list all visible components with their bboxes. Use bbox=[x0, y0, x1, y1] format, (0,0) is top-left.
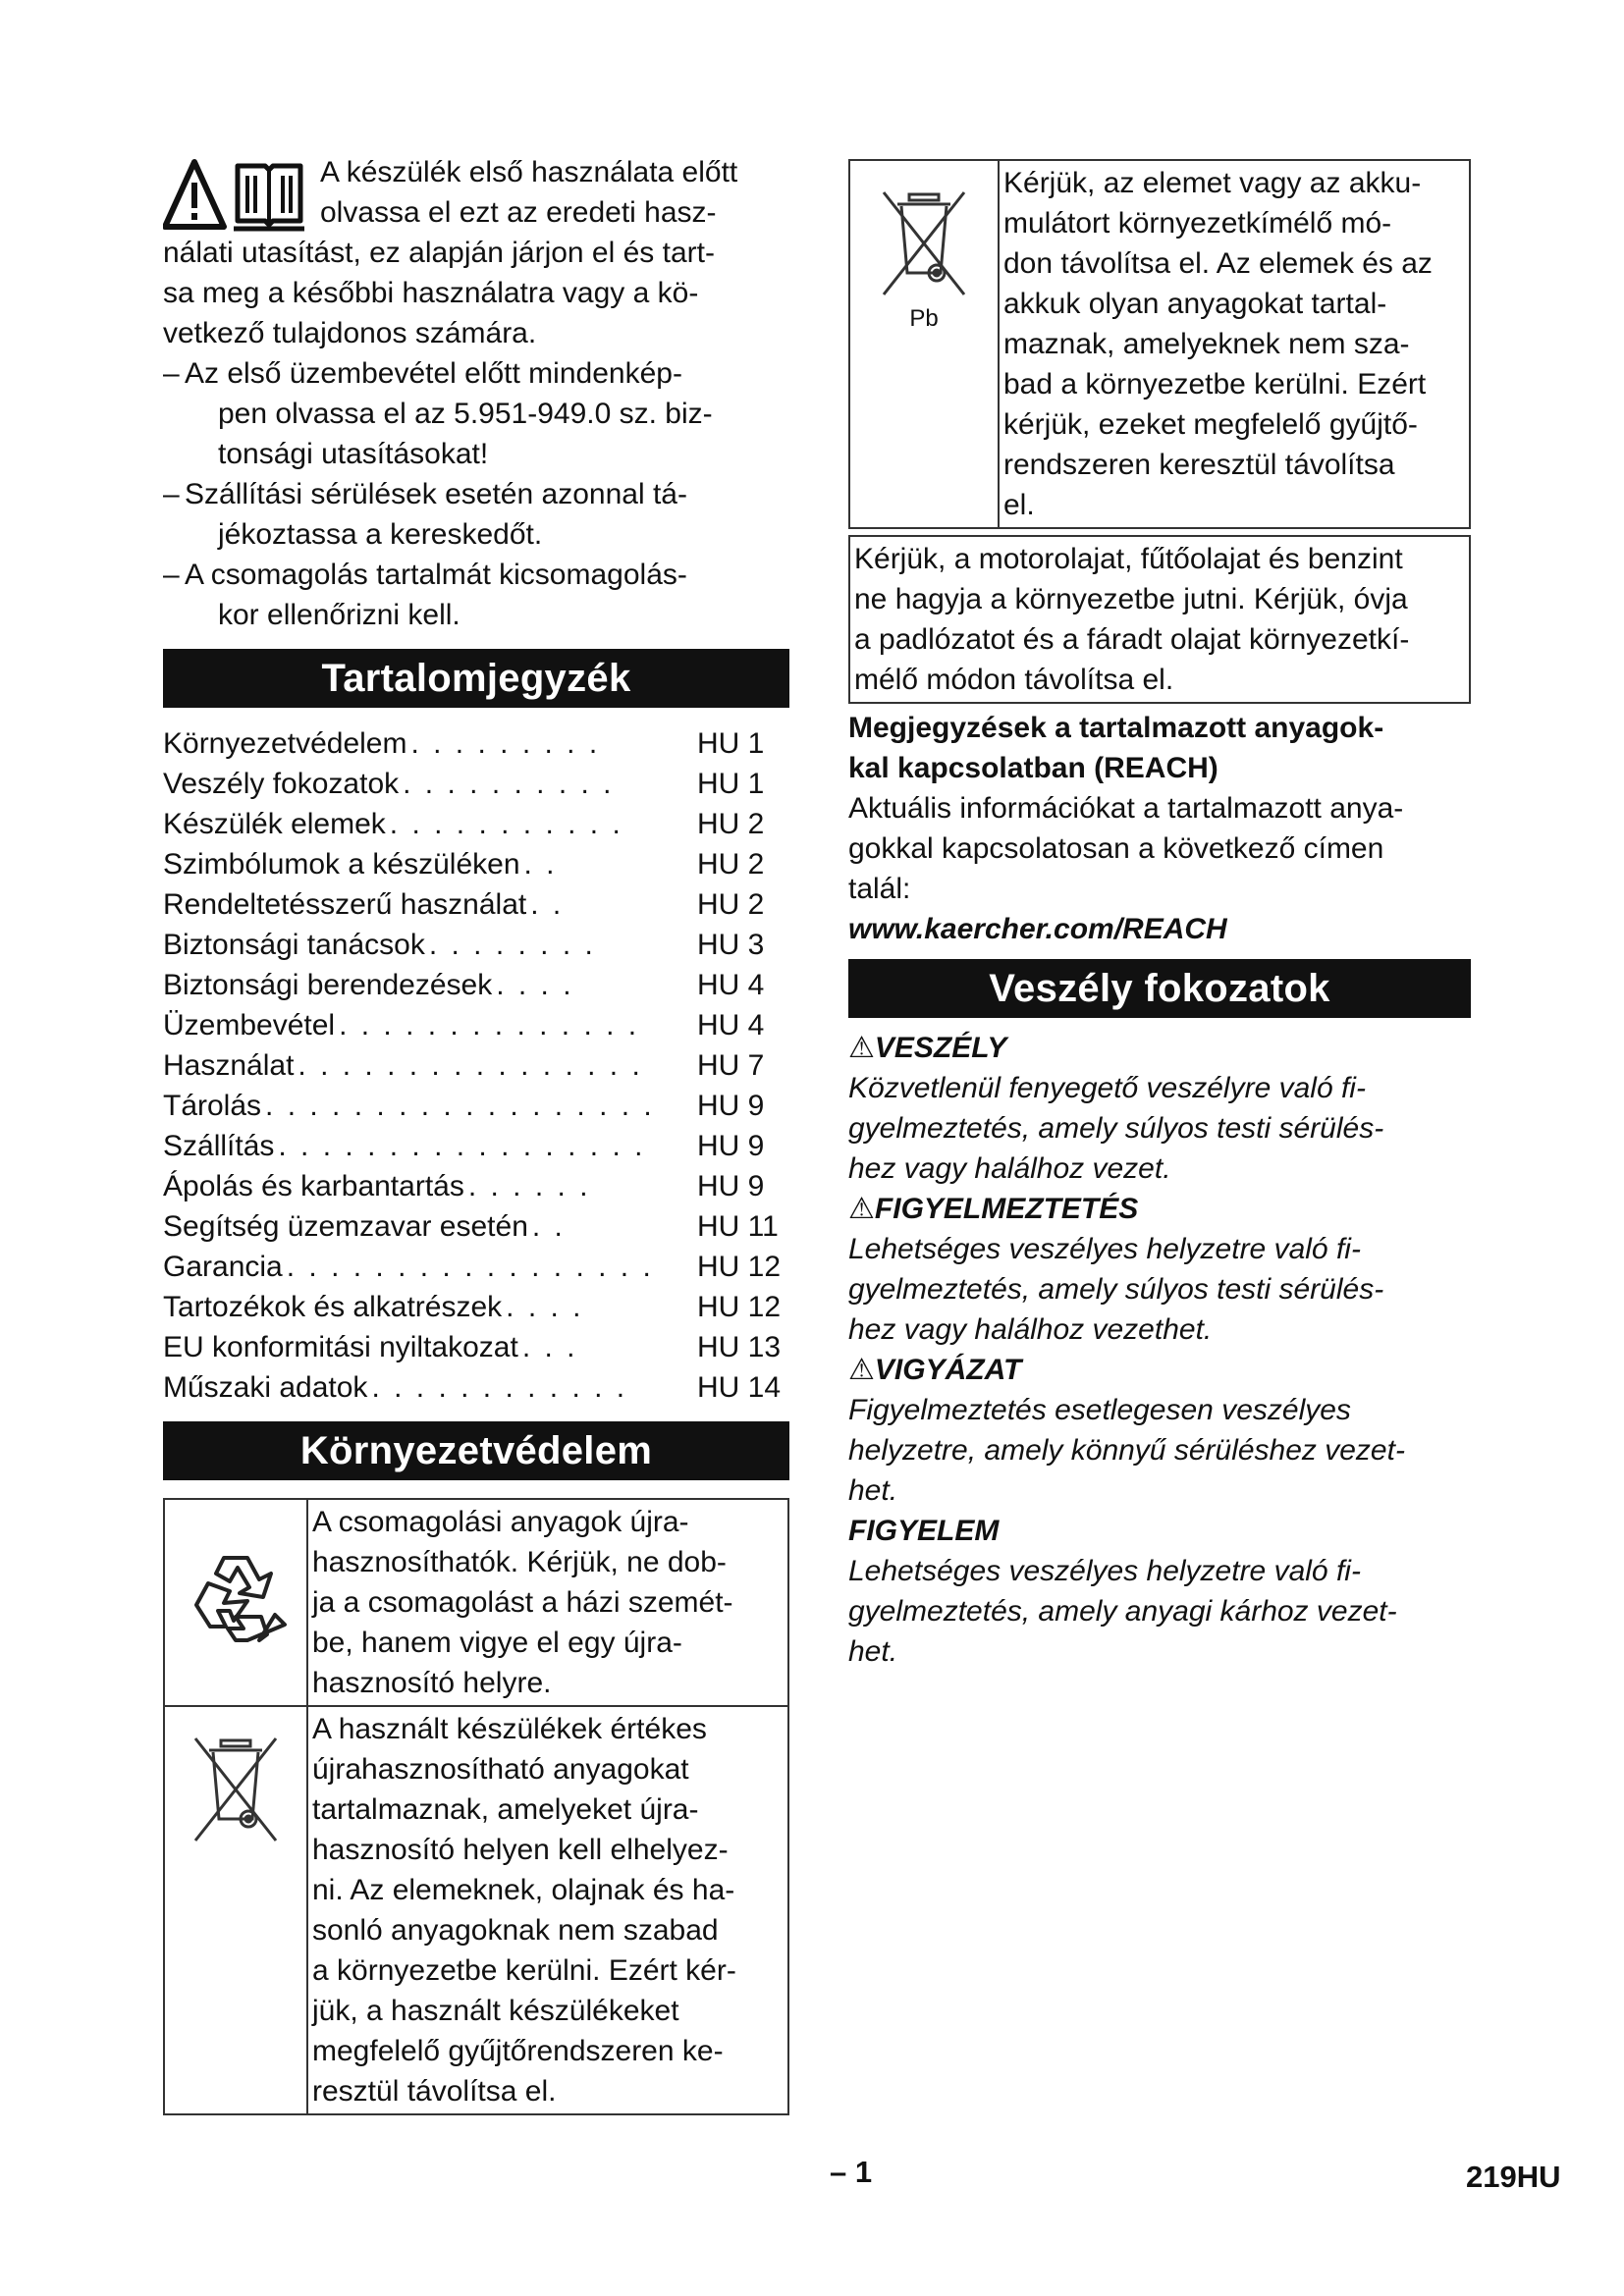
dash-item-line: Az első üzembevétel előtt mindenkép- bbox=[185, 357, 682, 390]
env-row-devices bbox=[164, 1706, 788, 2114]
toc-dots: . . . bbox=[521, 1331, 578, 1363]
dash-item bbox=[163, 474, 789, 555]
battery-line: don távolítsa el. Az elemek és az bbox=[1003, 247, 1433, 280]
toc-entry[interactable] bbox=[163, 925, 789, 965]
toc-label: Segítség üzemzavar esetén bbox=[163, 1210, 528, 1243]
toc-entry[interactable] bbox=[163, 1005, 789, 1045]
intro-line: vetkező tulajdonos számára. bbox=[163, 317, 537, 349]
toc-label: Szállítás bbox=[163, 1130, 275, 1162]
dash-item-line: pen olvassa el az 5.951-949.0 sz. biz- bbox=[218, 398, 713, 430]
toc-entry[interactable] bbox=[163, 965, 789, 1005]
oil-line: Kérjük, a motorolajat, fűtőolajat és benzint bbox=[854, 543, 1403, 575]
reach-body-line: Aktuális információkat a tartalmazott anya- bbox=[848, 792, 1404, 825]
toc-dots: . . . . . . . . . bbox=[410, 727, 601, 760]
toc-dots: . . . . bbox=[506, 1291, 584, 1323]
dash-item-line: tonsági utasításokat! bbox=[218, 438, 489, 470]
env-line: ni. Az elemeknek, olajnak és ha- bbox=[312, 1874, 735, 1906]
env-line: újrahasznosítható anyagokat bbox=[312, 1753, 689, 1786]
toc-dots: . . . . . . . . bbox=[428, 929, 596, 961]
reach-section bbox=[848, 708, 1471, 949]
env-line: megfelelő gyűjtőrendszeren ke- bbox=[312, 2035, 724, 2067]
toc-dots: . . . . bbox=[496, 969, 574, 1001]
toc-dots: . . . . . . . . . . . . . . . . . . bbox=[265, 1090, 655, 1122]
battery-icon-cell bbox=[849, 160, 999, 528]
crossed-bin-icon bbox=[182, 1731, 290, 1848]
danger-level-line: Lehetséges veszélyes helyzetre való fi- bbox=[848, 1233, 1361, 1265]
env-text-cell bbox=[307, 1499, 788, 1706]
danger-level-title: ⚠VIGYÁZAT bbox=[848, 1354, 1022, 1386]
oil-box bbox=[848, 535, 1471, 704]
danger-level-veszely bbox=[848, 1028, 1471, 1189]
toc-page: HU 1 bbox=[697, 727, 765, 760]
warning-triangle-icon bbox=[165, 162, 224, 227]
toc-page: HU 2 bbox=[697, 848, 765, 881]
toc-label: Használat bbox=[163, 1049, 295, 1082]
warning-triangle-icon: ⚠ bbox=[848, 1193, 875, 1225]
dash-bullet: – bbox=[163, 559, 180, 591]
dash-bullet: – bbox=[163, 357, 180, 390]
oil-line: ne hagyja a környezetbe jutni. Kérjük, óvja bbox=[854, 583, 1408, 615]
danger-levels bbox=[848, 1028, 1471, 1672]
battery-line: maznak, amelyeknek nem sza- bbox=[1003, 328, 1410, 360]
intro-line-2: olvassa el ezt az eredeti hasz- bbox=[320, 196, 717, 229]
page-number: – 1 bbox=[830, 2155, 873, 2189]
battery-table bbox=[848, 159, 1471, 529]
toc-page: HU 7 bbox=[697, 1049, 765, 1082]
toc-page: HU 9 bbox=[697, 1130, 765, 1162]
toc-dots: . . bbox=[531, 1210, 566, 1243]
toc-label: Tartozékok és alkatrészek bbox=[163, 1291, 503, 1323]
danger-heading: Veszély fokozatok bbox=[848, 959, 1471, 1018]
reach-body-line: gokkal kapcsolatosan a következő címen bbox=[848, 832, 1384, 865]
reach-title-line: kal kapcsolatban (REACH) bbox=[848, 752, 1218, 784]
toc-label: Üzembevétel bbox=[163, 1009, 336, 1041]
recycle-icon bbox=[177, 1546, 295, 1654]
env-line: hasznosíthatók. Kérjük, ne dob- bbox=[312, 1546, 727, 1578]
danger-level-figyelem bbox=[848, 1511, 1471, 1672]
intro-line: nálati utasítást, ez alapján járjon el és tart- bbox=[163, 237, 715, 269]
env-line: A használt készülékek értékes bbox=[312, 1713, 707, 1745]
danger-level-line: Közvetlenül fenyegető veszélyre való fi- bbox=[848, 1072, 1366, 1104]
toc-page: HU 9 bbox=[697, 1170, 765, 1202]
toc-list bbox=[163, 723, 789, 1408]
danger-level-line: hez vagy halálhoz vezethet. bbox=[848, 1313, 1213, 1346]
toc-dots: . . . . . . . . . . . . . . . . bbox=[298, 1049, 643, 1082]
dash-item-line: A csomagolás tartalmát kicsomagolás- bbox=[185, 559, 687, 591]
toc-entry[interactable] bbox=[163, 1367, 789, 1408]
toc-page: HU 2 bbox=[697, 808, 765, 840]
env-line: resztül távolítsa el. bbox=[312, 2075, 557, 2108]
toc-dots: . . . . . . . . . . . . bbox=[371, 1371, 628, 1404]
toc-label: Veszély fokozatok bbox=[163, 768, 400, 800]
toc-entry[interactable] bbox=[163, 1045, 789, 1086]
danger-level-line: Figyelmeztetés esetlegesen veszélyes bbox=[848, 1394, 1351, 1426]
danger-level-vigyazat bbox=[848, 1350, 1471, 1511]
battery-line: mulátort környezetkímélő mó- bbox=[1003, 207, 1392, 240]
intro-line-1: A készülék első használata előtt bbox=[320, 156, 738, 188]
battery-line: Kérjük, az elemet vagy az akku- bbox=[1003, 167, 1422, 199]
danger-level-line: gyelmeztetés, amely súlyos testi sérülés- bbox=[848, 1273, 1384, 1306]
toc-page: HU 4 bbox=[697, 1009, 765, 1041]
toc-dots: . . . . . . . . . . bbox=[403, 768, 615, 800]
env-icon-cell bbox=[164, 1499, 307, 1706]
toc-dots: . . . . . . bbox=[467, 1170, 591, 1202]
env-text-cell bbox=[307, 1706, 788, 2114]
toc-label: Ápolás és karbantartás bbox=[163, 1170, 464, 1202]
danger-level-line: Lehetséges veszélyes helyzetre való fi- bbox=[848, 1555, 1361, 1587]
dash-item bbox=[163, 353, 789, 474]
toc-page: HU 12 bbox=[697, 1291, 782, 1323]
toc-page: HU 14 bbox=[697, 1371, 782, 1404]
env-line: jük, a használt készülékeket bbox=[312, 1995, 679, 2027]
toc-dots: . . . . . . . . . . . bbox=[389, 808, 623, 840]
toc-page: HU 13 bbox=[697, 1331, 782, 1363]
toc-entry[interactable] bbox=[163, 1206, 789, 1247]
battery-line: kérjük, ezeket megfelelő gyűjtő- bbox=[1003, 408, 1418, 441]
crossed-bin-battery-icon bbox=[870, 185, 978, 302]
intro-icons bbox=[163, 156, 305, 237]
toc-entry[interactable] bbox=[163, 1287, 789, 1327]
toc-entry[interactable] bbox=[163, 1126, 789, 1166]
toc-dots: . . bbox=[523, 848, 558, 881]
toc-entry[interactable] bbox=[163, 764, 789, 804]
toc-page: HU 11 bbox=[697, 1210, 779, 1243]
oil-line: a padlózatot és a fáradt olajat környezetkí- bbox=[854, 623, 1410, 656]
battery-row bbox=[849, 160, 1470, 528]
danger-level-title: ⚠VESZÉLY bbox=[848, 1032, 1007, 1064]
toc-entry[interactable] bbox=[163, 1166, 789, 1206]
toc-entry[interactable] bbox=[163, 1086, 789, 1126]
toc-page: HU 12 bbox=[697, 1251, 782, 1283]
warning-triangle-icon: ⚠ bbox=[848, 1354, 875, 1386]
env-icon-cell bbox=[164, 1706, 307, 2114]
toc-dots: . . . . . . . . . . . . . . bbox=[339, 1009, 640, 1041]
intro-line: sa meg a későbbi használatra vagy a kö- bbox=[163, 277, 699, 309]
toc-entry[interactable] bbox=[163, 723, 789, 764]
env-line: a környezetbe kerülni. Ezért kér- bbox=[312, 1954, 736, 1987]
toc-page: HU 4 bbox=[697, 969, 765, 1001]
toc-page: HU 2 bbox=[697, 888, 765, 921]
toc-heading: Tartalomjegyzék bbox=[163, 649, 789, 708]
toc-page: HU 3 bbox=[697, 929, 765, 961]
env-table bbox=[163, 1498, 789, 2115]
battery-line: el. bbox=[1003, 489, 1035, 521]
danger-level-line: het. bbox=[848, 1474, 898, 1507]
danger-level-title: FIGYELEM bbox=[848, 1515, 1000, 1547]
book-icon bbox=[234, 166, 304, 229]
env-row-packaging bbox=[164, 1499, 788, 1706]
right-column bbox=[848, 159, 1471, 1672]
pb-label: Pb bbox=[909, 305, 939, 332]
toc-label: Garancia bbox=[163, 1251, 283, 1283]
env-line: ja a csomagolást a házi szemét- bbox=[312, 1586, 733, 1619]
dash-item-line: jékoztassa a kereskedőt. bbox=[218, 518, 543, 551]
toc-label: EU konformitási nyiltakozat bbox=[163, 1331, 518, 1363]
toc-label: Készülék elemek bbox=[163, 808, 386, 840]
intro-block bbox=[163, 152, 789, 353]
toc-dots: . . . . . . . . . . . . . . . . . bbox=[286, 1251, 654, 1283]
env-line: hasznosító helyre. bbox=[312, 1667, 552, 1699]
battery-text-cell bbox=[999, 160, 1470, 528]
toc-entry[interactable] bbox=[163, 1327, 789, 1367]
left-column bbox=[163, 152, 789, 2115]
reach-body-line: talál: bbox=[848, 873, 911, 905]
toc-entry[interactable] bbox=[163, 844, 789, 884]
warning-triangle-icon: ⚠ bbox=[848, 1032, 875, 1064]
danger-level-title: ⚠FIGYELMEZTETÉS bbox=[848, 1193, 1139, 1225]
page-code: 219HU bbox=[1466, 2160, 1561, 2194]
danger-level-line: gyelmeztetés, amely anyagi kárhoz vezet- bbox=[848, 1595, 1397, 1628]
danger-level-line: het. bbox=[848, 1635, 898, 1668]
reach-title-line: Megjegyzések a tartalmazott anyagok- bbox=[848, 712, 1384, 744]
toc-entry[interactable] bbox=[163, 1247, 789, 1287]
battery-line: rendszeren keresztül távolítsa bbox=[1003, 449, 1395, 481]
toc-entry[interactable] bbox=[163, 884, 789, 925]
oil-line: mélő módon távolítsa el. bbox=[854, 664, 1174, 696]
toc-dots: . . . . . . . . . . . . . . . . . bbox=[278, 1130, 646, 1162]
toc-entry[interactable] bbox=[163, 804, 789, 844]
dash-bullet: – bbox=[163, 478, 180, 510]
battery-line: bad a környezetbe kerülni. Ezért bbox=[1003, 368, 1427, 400]
toc-page: HU 9 bbox=[697, 1090, 765, 1122]
env-line: A csomagolási anyagok újra- bbox=[312, 1506, 689, 1538]
toc-label: Műszaki adatok bbox=[163, 1371, 368, 1404]
env-line: tartalmaznak, amelyeket újra- bbox=[312, 1793, 699, 1826]
env-line: sonló anyagoknak nem szabad bbox=[312, 1914, 719, 1947]
env-heading: Környezetvédelem bbox=[163, 1421, 789, 1480]
dash-item bbox=[163, 555, 789, 635]
reach-link[interactable]: www.kaercher.com/REACH bbox=[848, 913, 1227, 945]
toc-label: Környezetvédelem bbox=[163, 727, 407, 760]
toc-label: Biztonsági tanácsok bbox=[163, 929, 425, 961]
env-line: hasznosító helyen kell elhelyez- bbox=[312, 1834, 729, 1866]
danger-level-figyelmeztetes bbox=[848, 1189, 1471, 1350]
toc-dots: . . bbox=[530, 888, 565, 921]
dash-item-line: Szállítási sérülések esetén azonnal tá- bbox=[185, 478, 687, 510]
env-line: be, hanem vigye el egy újra- bbox=[312, 1627, 682, 1659]
toc-label: Rendeltetésszerű használat bbox=[163, 888, 527, 921]
battery-line: akkuk olyan anyagokat tartal- bbox=[1003, 288, 1387, 320]
danger-level-line: helyzetre, amely könnyű sérüléshez vezet- bbox=[848, 1434, 1405, 1467]
dash-item-line: kor ellenőrizni kell. bbox=[218, 599, 460, 631]
toc-page: HU 1 bbox=[697, 768, 765, 800]
toc-label: Tárolás bbox=[163, 1090, 262, 1122]
toc-label: Biztonsági berendezések bbox=[163, 969, 493, 1001]
toc-label: Szimbólumok a készüléken bbox=[163, 848, 520, 881]
danger-level-line: hez vagy halálhoz vezet. bbox=[848, 1152, 1171, 1185]
danger-level-line: gyelmeztetés, amely súlyos testi sérülés- bbox=[848, 1112, 1384, 1145]
